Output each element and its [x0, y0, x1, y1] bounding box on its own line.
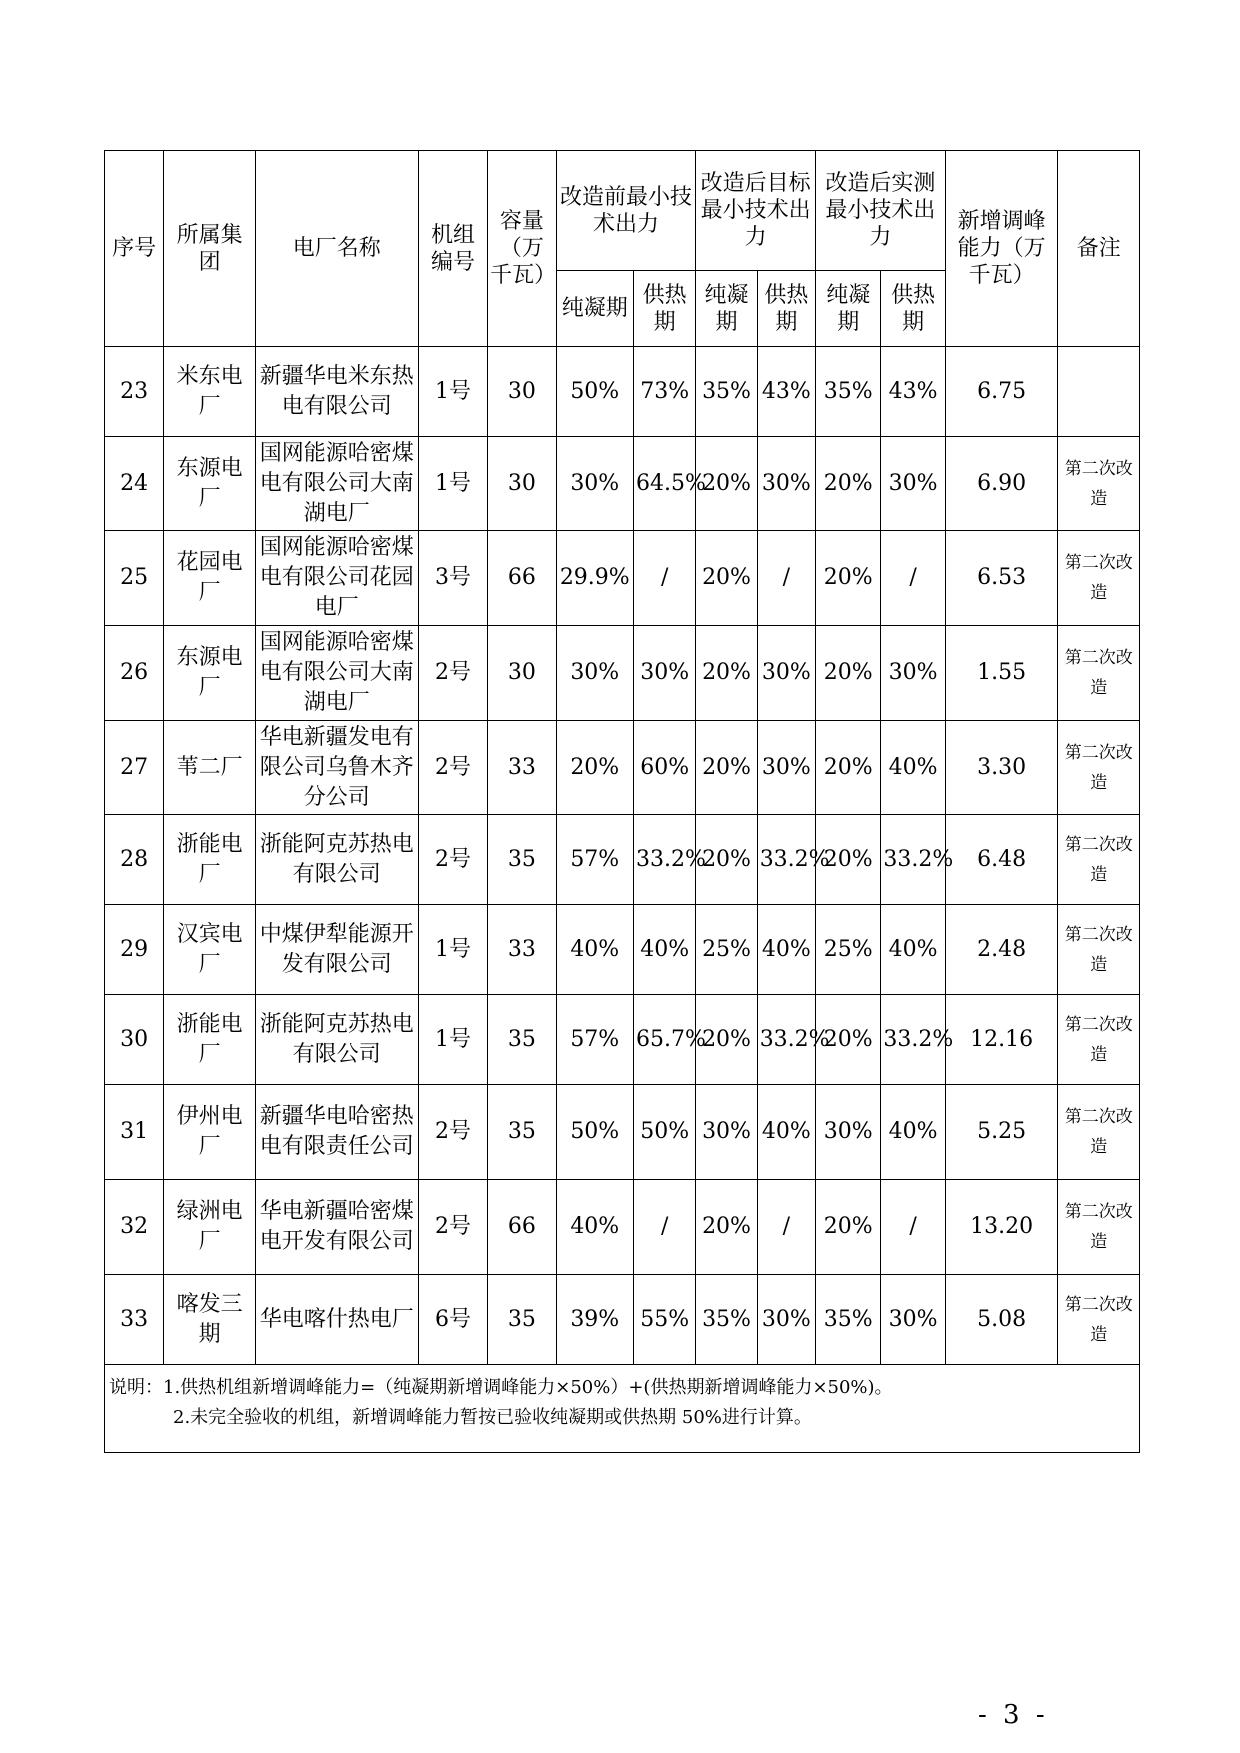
cell-measured-heat: 33.2% — [881, 815, 945, 905]
header-measured: 改造后实测最小技术出力 — [816, 151, 946, 271]
cell-before-pure: 40% — [556, 905, 633, 995]
cell-unit: 1号 — [418, 905, 487, 995]
cell-target-heat: 33.2% — [757, 995, 815, 1085]
data-table — [104, 150, 1140, 1453]
subheader-before-pure: 纯凝期 — [556, 271, 633, 347]
cell-before-heat: / — [633, 1180, 695, 1275]
header-group: 所属集团 — [164, 151, 256, 347]
cell-target-pure: 20% — [696, 721, 757, 815]
cell-before-heat: 40% — [633, 905, 695, 995]
table-body — [105, 347, 1140, 1365]
cell-target-heat: / — [757, 531, 815, 626]
cell-remark: 第二次改造 — [1058, 1180, 1140, 1275]
table-row — [105, 531, 1140, 626]
cell-remark: 第二次改造 — [1058, 531, 1140, 626]
cell-remark: 第二次改造 — [1058, 995, 1140, 1085]
cell-measured-heat: 40% — [881, 721, 945, 815]
cell-before-heat: 64.5% — [633, 437, 695, 531]
cell-measured-heat: 30% — [881, 437, 945, 531]
cell-group: 苇二厂 — [164, 721, 256, 815]
cell-capacity: 30 — [488, 347, 556, 437]
cell-new-capacity: 6.48 — [945, 815, 1058, 905]
table-row — [105, 995, 1140, 1085]
cell-plant: 国网能源哈密煤电有限公司大南湖电厂 — [255, 437, 418, 531]
cell-before-pure: 20% — [556, 721, 633, 815]
cell-target-heat: / — [757, 1180, 815, 1275]
cell-plant: 国网能源哈密煤电有限公司花园电厂 — [255, 531, 418, 626]
cell-remark: 第二次改造 — [1058, 1275, 1140, 1365]
cell-capacity: 33 — [488, 905, 556, 995]
cell-before-pure: 57% — [556, 995, 633, 1085]
cell-plant: 国网能源哈密煤电有限公司大南湖电厂 — [255, 626, 418, 721]
cell-new-capacity: 5.25 — [945, 1085, 1058, 1180]
cell-unit: 1号 — [418, 347, 487, 437]
cell-target-heat: 30% — [757, 1275, 815, 1365]
note-line-2: 2.未完全验收的机组，新增调峰能力暂按已验收纯凝期或供热期 50%进行计算。 — [173, 1407, 812, 1428]
cell-group: 花园电厂 — [164, 531, 256, 626]
cell-unit: 2号 — [418, 721, 487, 815]
cell-target-heat: 40% — [757, 905, 815, 995]
cell-measured-pure: 35% — [816, 1275, 881, 1365]
header-new-capacity: 新增调峰能力（万千瓦） — [945, 151, 1058, 347]
cell-before-pure: 39% — [556, 1275, 633, 1365]
cell-measured-heat: / — [881, 1180, 945, 1275]
header-remark: 备注 — [1058, 151, 1140, 347]
header-before: 改造前最小技术出力 — [556, 151, 696, 271]
cell-plant: 中煤伊犁能源开发有限公司 — [255, 905, 418, 995]
cell-seq: 27 — [105, 721, 164, 815]
cell-before-heat: 73% — [633, 347, 695, 437]
table-row — [105, 347, 1140, 437]
cell-measured-pure: 25% — [816, 905, 881, 995]
header-capacity: 容量（万千瓦） — [488, 151, 556, 347]
cell-target-heat: 43% — [757, 347, 815, 437]
cell-seq: 24 — [105, 437, 164, 531]
cell-remark — [1058, 347, 1140, 437]
subheader-measured-pure: 纯凝期 — [816, 271, 881, 347]
cell-before-pure: 30% — [556, 437, 633, 531]
cell-group: 汉宾电厂 — [164, 905, 256, 995]
cell-measured-heat: 40% — [881, 905, 945, 995]
header-unit: 机组编号 — [418, 151, 487, 347]
cell-unit: 2号 — [418, 626, 487, 721]
table-row — [105, 905, 1140, 995]
header-seq: 序号 — [105, 151, 164, 347]
cell-group: 绿洲电厂 — [164, 1180, 256, 1275]
cell-seq: 26 — [105, 626, 164, 721]
cell-plant: 浙能阿克苏热电有限公司 — [255, 815, 418, 905]
cell-before-heat: 55% — [633, 1275, 695, 1365]
table-row — [105, 1085, 1140, 1180]
cell-unit: 6号 — [418, 1275, 487, 1365]
cell-target-heat: 30% — [757, 721, 815, 815]
table-row — [105, 815, 1140, 905]
cell-before-pure: 50% — [556, 347, 633, 437]
subheader-target-pure: 纯凝期 — [696, 271, 757, 347]
cell-unit: 3号 — [418, 531, 487, 626]
header-plant: 电厂名称 — [255, 151, 418, 347]
cell-target-heat: 33.2% — [757, 815, 815, 905]
cell-unit: 2号 — [418, 1085, 487, 1180]
cell-seq: 28 — [105, 815, 164, 905]
cell-capacity: 35 — [488, 1275, 556, 1365]
cell-remark: 第二次改造 — [1058, 721, 1140, 815]
cell-before-pure: 50% — [556, 1085, 633, 1180]
cell-group: 东源电厂 — [164, 437, 256, 531]
cell-new-capacity: 6.53 — [945, 531, 1058, 626]
cell-capacity: 30 — [488, 626, 556, 721]
cell-new-capacity: 2.48 — [945, 905, 1058, 995]
cell-capacity: 35 — [488, 995, 556, 1085]
cell-group: 米东电厂 — [164, 347, 256, 437]
cell-target-pure: 20% — [696, 995, 757, 1085]
cell-capacity: 66 — [488, 1180, 556, 1275]
table-notes — [105, 1365, 1140, 1453]
cell-seq: 29 — [105, 905, 164, 995]
cell-before-heat: / — [633, 531, 695, 626]
subheader-measured-heat: 供热期 — [881, 271, 945, 347]
cell-unit: 1号 — [418, 995, 487, 1085]
cell-measured-pure: 20% — [816, 1180, 881, 1275]
cell-measured-pure: 35% — [816, 347, 881, 437]
cell-measured-heat: 43% — [881, 347, 945, 437]
cell-seq: 31 — [105, 1085, 164, 1180]
cell-before-pure: 57% — [556, 815, 633, 905]
cell-target-pure: 20% — [696, 815, 757, 905]
cell-seq: 30 — [105, 995, 164, 1085]
note-line-1: 说明：1.供热机组新增调峰能力=（纯凝期新增调峰能力×50%）+(供热期新增调峰能力×50%)。 — [109, 1377, 893, 1398]
cell-new-capacity: 3.30 — [945, 721, 1058, 815]
cell-before-pure: 40% — [556, 1180, 633, 1275]
cell-target-pure: 35% — [696, 347, 757, 437]
cell-capacity: 35 — [488, 815, 556, 905]
cell-plant: 浙能阿克苏热电有限公司 — [255, 995, 418, 1085]
cell-plant: 新疆华电哈密热电有限责任公司 — [255, 1085, 418, 1180]
cell-group: 喀发三期 — [164, 1275, 256, 1365]
cell-target-pure: 25% — [696, 905, 757, 995]
cell-capacity: 35 — [488, 1085, 556, 1180]
cell-measured-heat: 33.2% — [881, 995, 945, 1085]
cell-new-capacity: 13.20 — [945, 1180, 1058, 1275]
cell-new-capacity: 1.55 — [945, 626, 1058, 721]
cell-plant: 华电新疆哈密煤电开发有限公司 — [255, 1180, 418, 1275]
subheader-target-heat: 供热期 — [757, 271, 815, 347]
cell-target-pure: 20% — [696, 531, 757, 626]
cell-seq: 23 — [105, 347, 164, 437]
cell-target-pure: 20% — [696, 1180, 757, 1275]
table-row — [105, 626, 1140, 721]
cell-unit: 2号 — [418, 815, 487, 905]
cell-new-capacity: 12.16 — [945, 995, 1058, 1085]
cell-before-pure: 29.9% — [556, 531, 633, 626]
cell-remark: 第二次改造 — [1058, 437, 1140, 531]
cell-target-pure: 20% — [696, 437, 757, 531]
cell-plant: 华电新疆发电有限公司乌鲁木齐分公司 — [255, 721, 418, 815]
cell-remark: 第二次改造 — [1058, 815, 1140, 905]
table-row — [105, 721, 1140, 815]
cell-measured-pure: 20% — [816, 721, 881, 815]
subheader-before-heat: 供热期 — [633, 271, 695, 347]
cell-measured-pure: 20% — [816, 995, 881, 1085]
cell-target-pure: 30% — [696, 1085, 757, 1180]
cell-capacity: 33 — [488, 721, 556, 815]
cell-capacity: 66 — [488, 531, 556, 626]
cell-seq: 25 — [105, 531, 164, 626]
cell-target-heat: 30% — [757, 626, 815, 721]
cell-group: 东源电厂 — [164, 626, 256, 721]
cell-measured-pure: 30% — [816, 1085, 881, 1180]
cell-before-heat: 30% — [633, 626, 695, 721]
cell-target-pure: 20% — [696, 626, 757, 721]
cell-seq: 32 — [105, 1180, 164, 1275]
cell-target-heat: 30% — [757, 437, 815, 531]
header-target: 改造后目标最小技术出力 — [696, 151, 816, 271]
cell-target-heat: 40% — [757, 1085, 815, 1180]
cell-measured-pure: 20% — [816, 815, 881, 905]
cell-seq: 33 — [105, 1275, 164, 1365]
cell-new-capacity: 6.75 — [945, 347, 1058, 437]
cell-plant: 新疆华电米东热电有限公司 — [255, 347, 418, 437]
table-row — [105, 437, 1140, 531]
cell-measured-pure: 20% — [816, 437, 881, 531]
table-row — [105, 1275, 1140, 1365]
cell-remark: 第二次改造 — [1058, 626, 1140, 721]
cell-group: 伊州电厂 — [164, 1085, 256, 1180]
cell-remark: 第二次改造 — [1058, 1085, 1140, 1180]
cell-before-heat: 33.2% — [633, 815, 695, 905]
cell-target-pure: 35% — [696, 1275, 757, 1365]
cell-unit: 2号 — [418, 1180, 487, 1275]
cell-remark: 第二次改造 — [1058, 905, 1140, 995]
cell-unit: 1号 — [418, 437, 487, 531]
cell-measured-heat: 30% — [881, 626, 945, 721]
cell-before-heat: 65.7% — [633, 995, 695, 1085]
cell-measured-pure: 20% — [816, 626, 881, 721]
cell-new-capacity: 5.08 — [945, 1275, 1058, 1365]
page-number: - 3 - — [978, 1700, 1049, 1730]
cell-group: 浙能电厂 — [164, 815, 256, 905]
cell-measured-pure: 20% — [816, 531, 881, 626]
cell-measured-heat: 40% — [881, 1085, 945, 1180]
cell-measured-heat: 30% — [881, 1275, 945, 1365]
cell-new-capacity: 6.90 — [945, 437, 1058, 531]
cell-measured-heat: / — [881, 531, 945, 626]
cell-plant: 华电喀什热电厂 — [255, 1275, 418, 1365]
cell-before-heat: 60% — [633, 721, 695, 815]
cell-before-heat: 50% — [633, 1085, 695, 1180]
cell-group: 浙能电厂 — [164, 995, 256, 1085]
cell-capacity: 30 — [488, 437, 556, 531]
cell-before-pure: 30% — [556, 626, 633, 721]
table-row — [105, 1180, 1140, 1275]
